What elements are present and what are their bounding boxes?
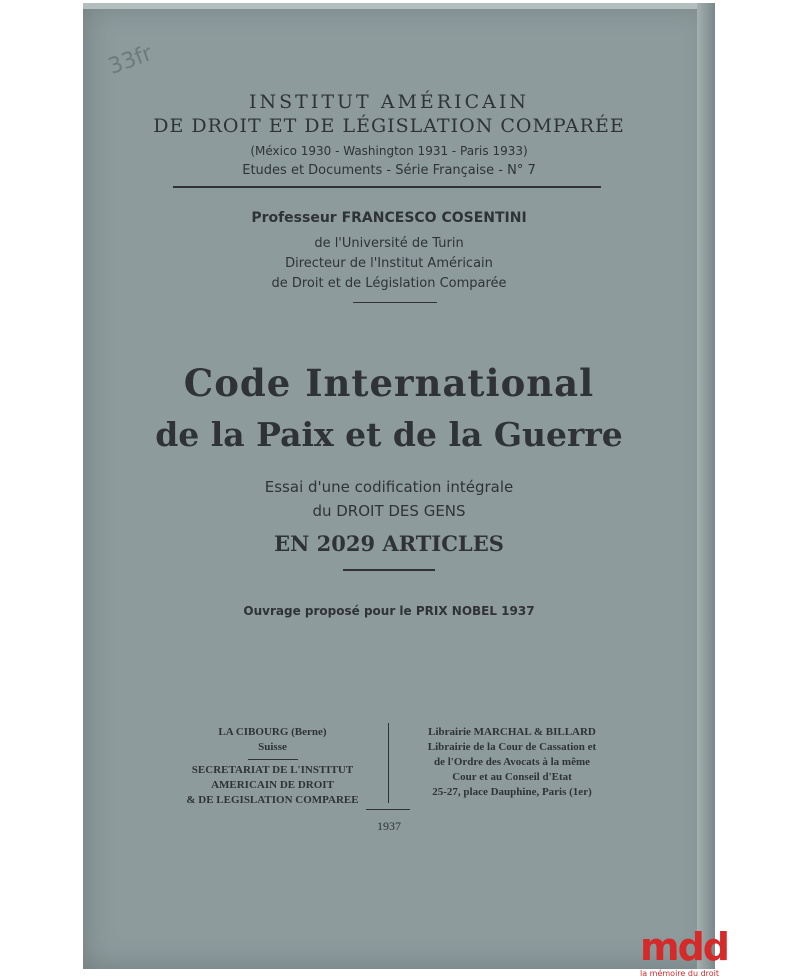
- book-title-line-1: Code International: [183, 361, 595, 405]
- cover-right-edge: [697, 3, 715, 969]
- book-subtitle-2: du DROIT DES GENS: [312, 502, 466, 520]
- mdd-watermark-logo: [640, 925, 728, 978]
- publisher-right-line-2: Librairie de la Cour de Cassation et: [427, 741, 597, 753]
- publisher-left-line-1: LA CIBOURG (Berne): [218, 726, 327, 738]
- author-name: Professeur FRANCESCO COSENTINI: [251, 210, 527, 226]
- publisher-left-line-2: Suisse: [258, 741, 287, 753]
- series-label: Etudes et Documents - Série Française - N° 7: [242, 163, 536, 178]
- author-rule: [353, 302, 437, 303]
- year-rule: [366, 809, 410, 810]
- book-title-line-2: de la Paix et de la Guerre: [155, 415, 623, 454]
- publisher-right-line-3: de l'Ordre des Avocats à la même: [433, 756, 590, 768]
- publisher-right-line-4: Cour et au Conseil d'Etat: [452, 771, 572, 783]
- book-subtitle-3: EN 2029 ARTICLES: [274, 531, 504, 556]
- nobel-prize-note: Ouvrage proposé pour le PRIX NOBEL 1937: [243, 604, 535, 618]
- congress-dates: (México 1930 - Washington 1931 - Paris 1933): [250, 144, 528, 158]
- institute-subtitle: DE DROIT ET DE LÉGISLATION COMPARÉE: [153, 115, 625, 137]
- publisher-right-line-5: 25-27, place Dauphine, Paris (1er): [432, 786, 592, 798]
- mdd-logo-tagline: la mémoire du droit: [640, 969, 720, 978]
- publication-year: 1937: [377, 819, 401, 833]
- publisher-divider: [388, 723, 389, 803]
- cover-top-edge: [83, 3, 715, 9]
- pencil-annotation: 33fr: [105, 41, 156, 80]
- publisher-right-line-1: Librairie MARCHAL & BILLARD: [428, 726, 596, 738]
- book-cover: [83, 3, 715, 969]
- publisher-left-rule: [248, 759, 298, 760]
- publisher-left-line-3: SECRETARIAT DE L'INSTITUT: [191, 764, 354, 776]
- publisher-right: [397, 725, 627, 800]
- author-affiliation-3: de Droit et de Législation Comparée: [271, 276, 507, 291]
- publisher-left-line-5: & DE LEGISLATION COMPAREE: [186, 794, 359, 806]
- header-rule: [173, 186, 601, 188]
- mdd-logo-text: mdd: [640, 925, 728, 969]
- author-affiliation-1: de l'Université de Turin: [314, 236, 464, 251]
- book-subtitle-1: Essai d'une codification intégrale: [264, 478, 514, 496]
- title-rule: [343, 569, 435, 571]
- author-affiliation-2: Directeur de l'Institut Américain: [285, 256, 493, 271]
- publisher-left-line-4: AMERICAIN DE DROIT: [211, 779, 334, 791]
- institute-name: INSTITUT AMÉRICAIN: [249, 91, 529, 113]
- publisher-left: [165, 725, 380, 808]
